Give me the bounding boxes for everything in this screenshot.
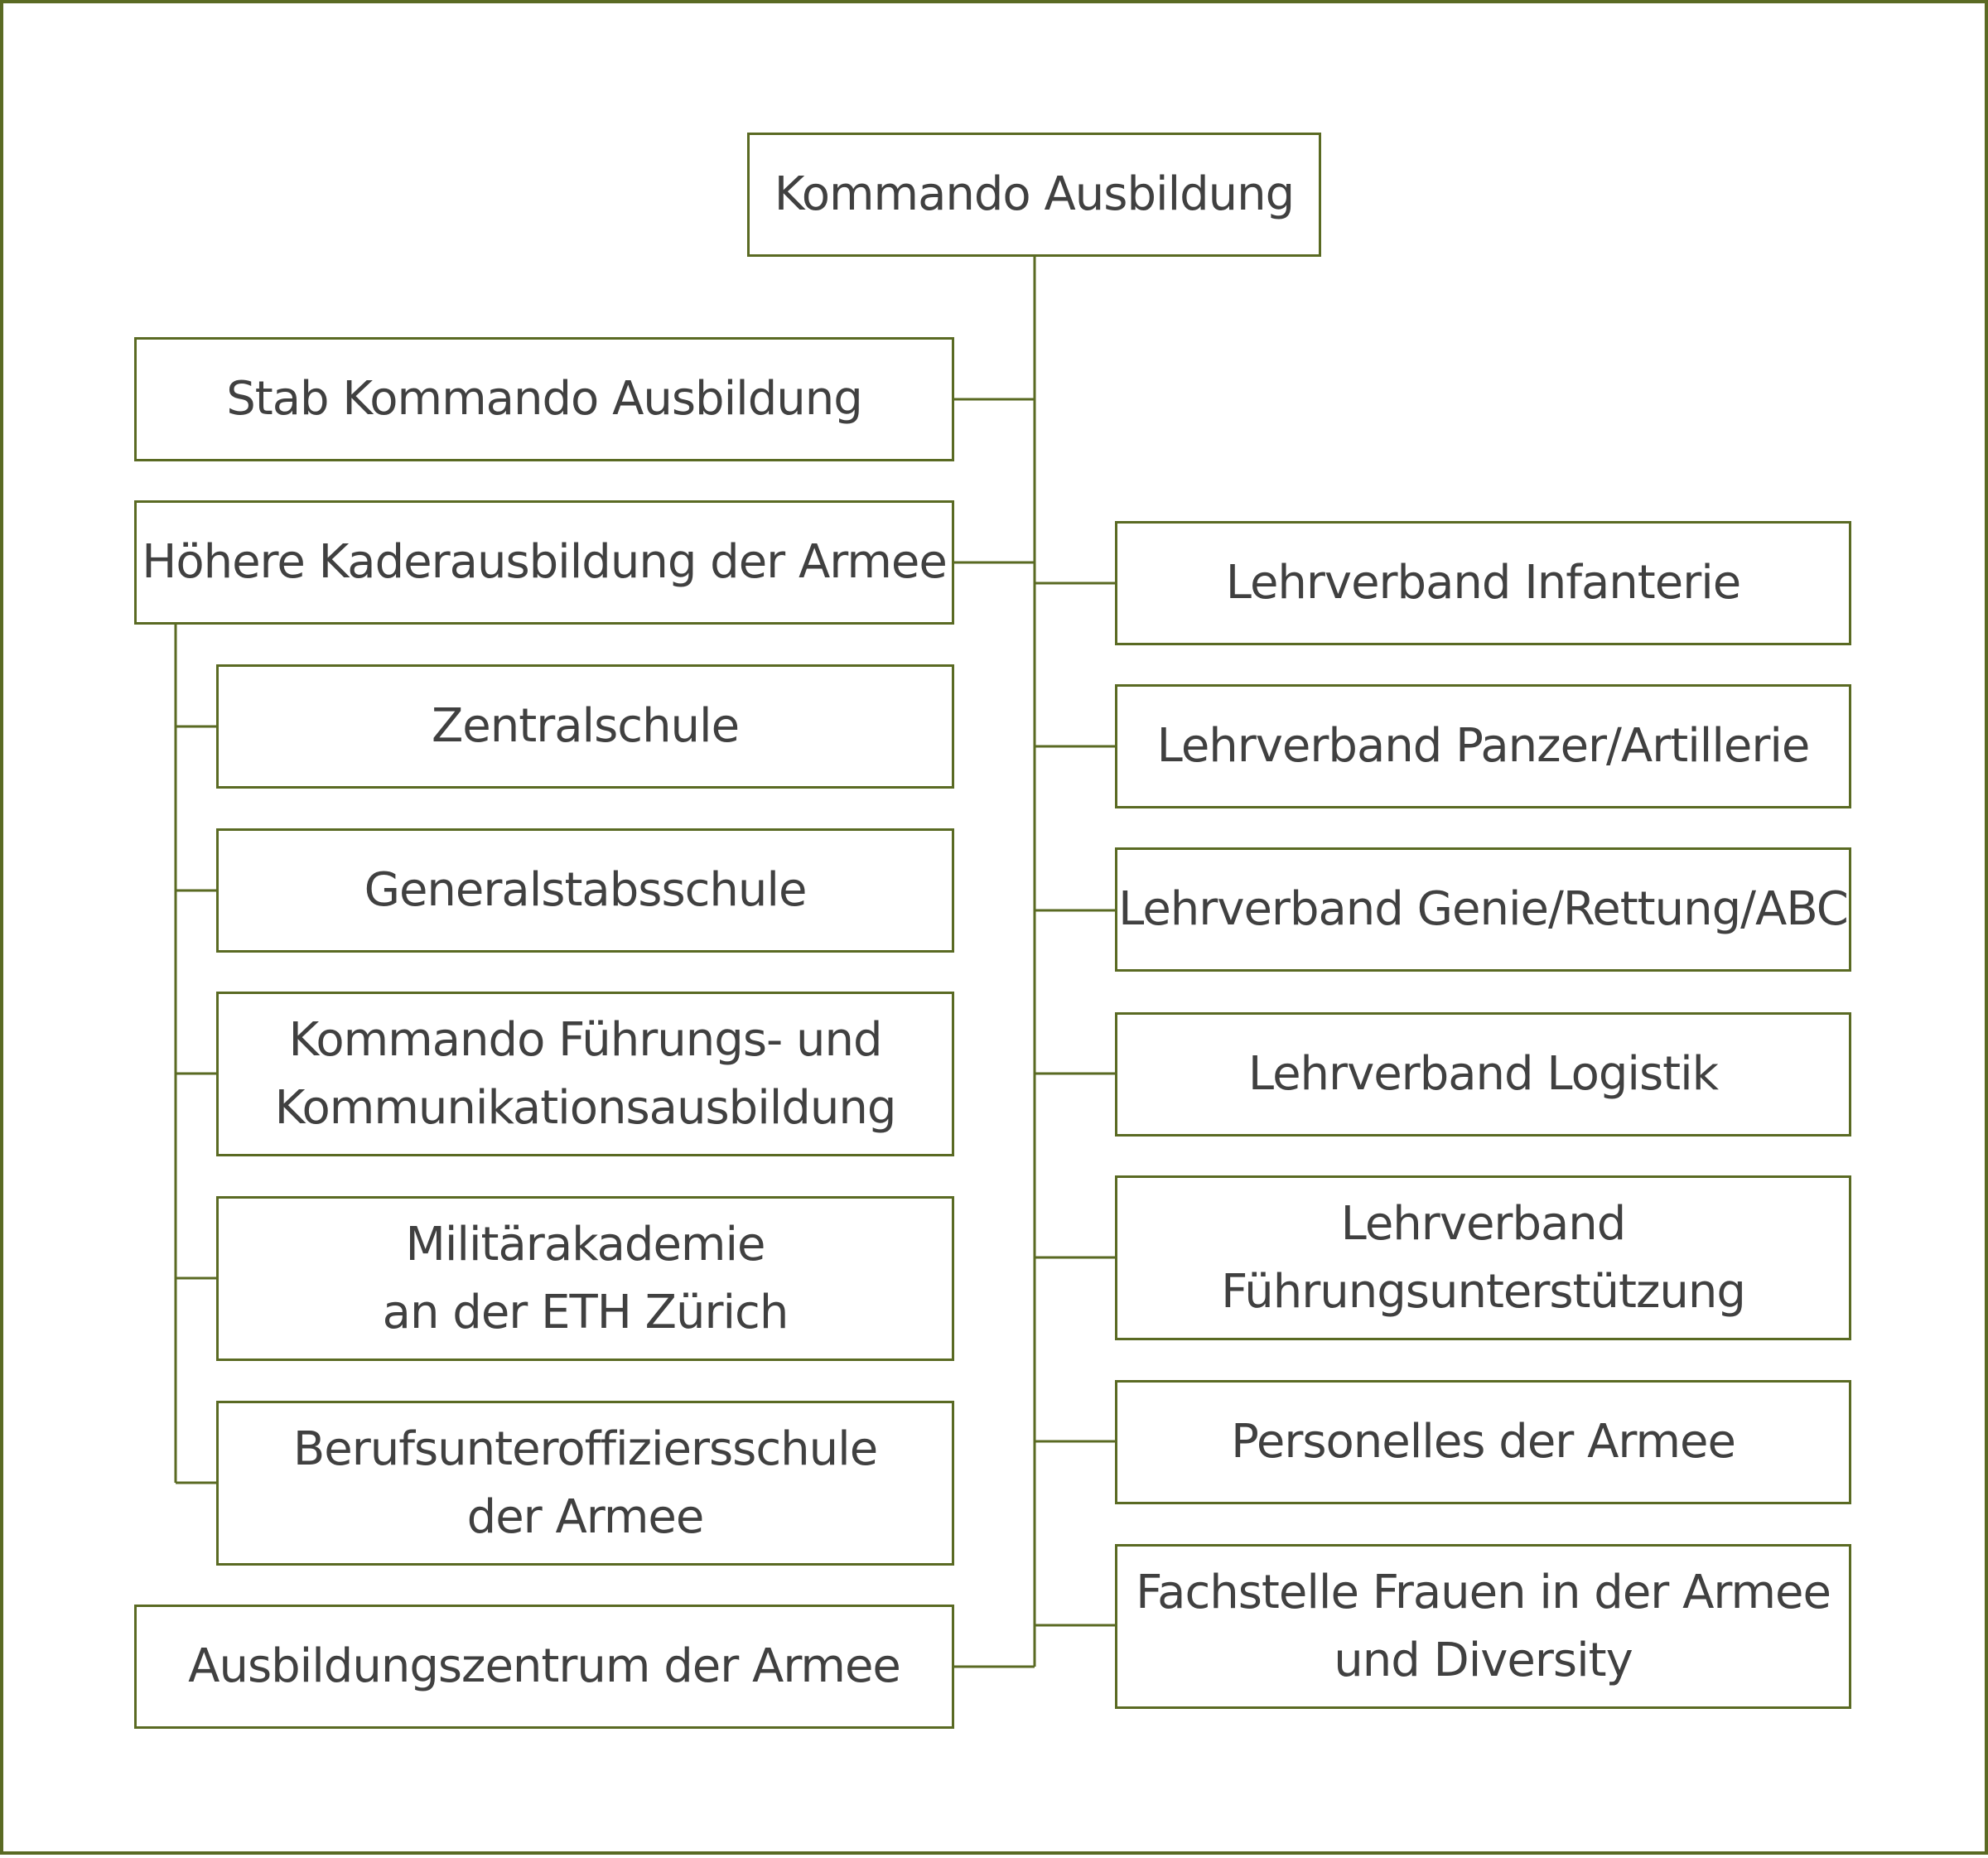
node-label: Lehrverband Panzer/Artillerie — [1156, 719, 1810, 773]
node-label: Personelles der Armee — [1231, 1415, 1735, 1469]
node-label-line-2: an der ETH Zürich — [382, 1285, 789, 1339]
node-label: Lehrverband Infanterie — [1225, 556, 1741, 610]
node-label-line-2: der Armee — [466, 1489, 704, 1544]
node-label: Lehrverband Genie/Rettung/ABC — [1118, 882, 1848, 936]
node-label: Lehrverband Logistik — [1247, 1047, 1719, 1101]
node-label-line-1: Lehrverband — [1340, 1196, 1626, 1251]
node-label: Höhere Kaderausbildung der Armee — [142, 535, 947, 589]
node-kommando-ausbildung — [747, 133, 1321, 257]
node-label: Ausbildungszentrum der Armee — [188, 1639, 900, 1693]
node-generalstabsschule — [216, 828, 954, 953]
node-lehrverband-fuehrungsunterstuetzung — [1115, 1175, 1851, 1340]
node-lehrverband-genie-rettung-abc — [1115, 847, 1851, 972]
node-fuehrungs-kommunikationsausbildung — [216, 992, 954, 1156]
node-label: Stab Kommando Ausbildung — [226, 372, 862, 426]
node-fachstelle-frauen — [1115, 1544, 1851, 1709]
node-label-line-1: Fachstelle Frauen in der Armee — [1136, 1565, 1831, 1619]
node-label: Kommando Ausbildung — [774, 167, 1295, 221]
node-label-line-1: Kommando Führungs- und — [288, 1012, 882, 1067]
node-berufsunteroffiziersschule — [216, 1401, 954, 1566]
node-lehrverband-logistik — [1115, 1012, 1851, 1137]
node-zentralschule — [216, 664, 954, 789]
node-label: Zentralschule — [431, 699, 740, 753]
node-label-line-1: Berufsunteroffiziersschule — [292, 1421, 878, 1476]
node-label-line-2: und Diversity — [1334, 1633, 1633, 1687]
node-label-line-2: Führungsunterstützung — [1221, 1264, 1745, 1319]
node-lehrverband-panzer-artillerie — [1115, 684, 1851, 808]
node-personelles-der-armee — [1115, 1380, 1851, 1504]
node-lehrverband-infanterie — [1115, 521, 1851, 645]
node-stab-kommando-ausbildung — [134, 337, 954, 461]
node-label-line-1: Militärakademie — [405, 1217, 765, 1272]
node-ausbildungszentrum — [134, 1605, 954, 1729]
node-militaerakademie — [216, 1196, 954, 1361]
node-hoehere-kaderausbildung — [134, 500, 954, 625]
node-label: Generalstabsschule — [364, 863, 807, 917]
node-label-line-2: Kommunikationsausbildung — [274, 1080, 896, 1135]
